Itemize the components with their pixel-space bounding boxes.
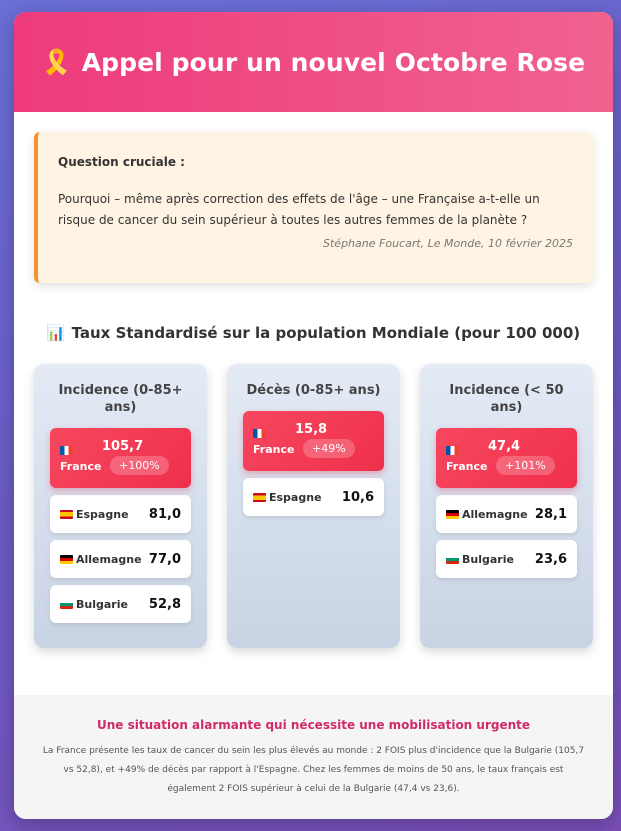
country-name: Espagne [76,507,129,521]
section-title [14,324,613,342]
france-card [436,428,577,488]
germany-flag-icon [60,555,73,564]
country-name: Espagne [269,490,322,504]
column-incidence-under-50 [420,364,593,648]
column-deaths [227,364,400,648]
main-card [14,12,613,819]
france-flag-icon [253,429,266,438]
country-name: Bulgarie [76,597,128,611]
country-name: Allemagne [462,507,528,521]
country-value: 23,6 [534,551,567,567]
country-row [50,585,191,623]
country-value: 52,8 [148,596,181,612]
footer-text: La France présente les taux de cancer du sein les plus élevés au monde : 2 FOIS plus d'incidence que la Bulgarie (105,7 vs 52,8), et +49% de décès par rapport à l'Espagne. Chez les femmes de moins de 50 ans, le taux français est également 2 FOIS supérieur à celui de la Bulgarie (47,4 vs 23,6). [42,746,585,794]
column-incidence-all [34,364,207,648]
bulgaria-flag-icon [60,600,73,609]
column-title: Incidence (0-85+ ans) [58,383,183,415]
quote-title: Question cruciale : [58,155,185,169]
france-value: 15,8 [295,422,328,437]
country-value: 10,6 [341,489,374,505]
country-value: 77,0 [148,551,181,567]
country-value: 28,1 [534,506,567,522]
france-flag-icon [446,446,459,455]
france-card [243,411,384,471]
france-card [50,428,191,488]
country-row [436,495,577,533]
country-row [50,495,191,533]
footer-title: Une situation alarmante qui nécessite une mobilisation urgente [96,718,531,732]
country-row [436,540,577,578]
country-row [243,478,384,516]
section-title-text: Taux Standardisé sur la population Mondiale (pour 100 000) [71,324,581,342]
country-row [50,540,191,578]
france-badge: +100% [110,456,169,475]
germany-flag-icon [446,510,459,519]
footer [14,695,613,819]
france-label: France [253,443,295,456]
chart-icon: 📊 [46,324,66,342]
france-badge: +49% [303,439,355,458]
ribbon-icon: 🎗️ [41,48,72,76]
spain-flag-icon [253,493,266,502]
country-name: Allemagne [76,552,142,566]
quote-box [34,132,593,283]
france-label: France [60,460,102,473]
header [14,12,613,112]
france-flag-icon [60,446,73,455]
france-badge: +101% [496,456,555,475]
country-value: 81,0 [148,506,181,522]
france-label: France [446,460,488,473]
page-title: Appel pour un nouvel Octobre Rose [81,47,586,77]
bulgaria-flag-icon [446,555,459,564]
france-value: 105,7 [102,439,144,454]
france-value: 47,4 [488,439,521,454]
spain-flag-icon [60,510,73,519]
quote-text: Pourquoi – même après correction des effets de l'âge – une Française a-t-elle un risque de cancer du sein supérieur à toutes les autres femmes de la planète ? [58,192,540,227]
column-title: Décès (0-85+ ans) [246,383,381,398]
country-name: Bulgarie [462,552,514,566]
quote-source: Stéphane Foucart, Le Monde, 10 février 2025 [323,237,573,250]
column-title: Incidence (< 50 ans) [449,383,564,415]
